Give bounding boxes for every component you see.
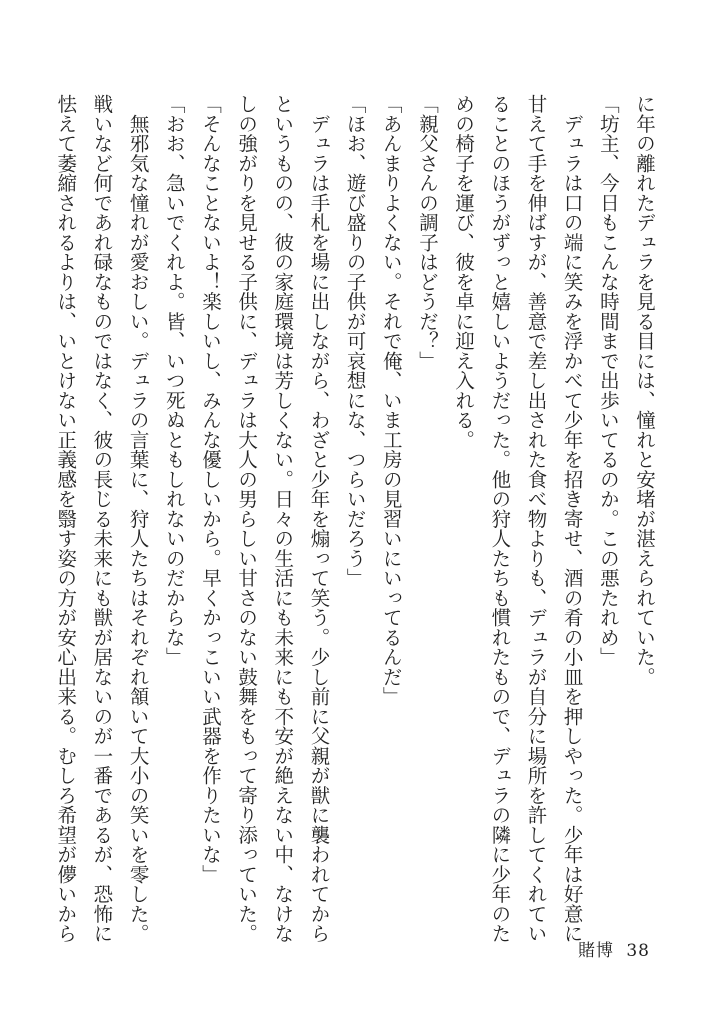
text-line: 「ほお、遊び盛りの子供が可哀想にな、つらいだろう」 bbox=[343, 94, 367, 588]
text-line: ることのほうがずっと嬉しいようだった。他の狩人たちも慣れたもので、デュラの隣に少年のた bbox=[488, 94, 512, 944]
text-line: 無邪気な憧れが愛おしい。デュラの言葉に、狩人たちはそれぞれ頷いて大小の笑いを零した。 bbox=[126, 94, 150, 944]
text-line: 怯えて萎縮されるよりは、いとけない正義感を翳す姿の方が安心出来る。むしろ希望が儚いから bbox=[54, 94, 78, 944]
text-line: 「坊主、今日もこんな時間まで出歩いてるのか。この悪たれめ」 bbox=[596, 94, 620, 667]
text-line: めの椅子を運び、彼を卓に迎え入れる。 bbox=[452, 94, 476, 450]
text-line: 戦いなど何であれ碌なものではなく、彼の長じる未来にも獣が居ないのが一番であるが、恐怖に bbox=[90, 94, 114, 944]
text-line: というものの、彼の家庭環境は芳しくない。日々の生活にも未来にも不安が絶えない中、なけな bbox=[271, 94, 295, 944]
text-line: 「おお、急いでくれよ。皆、いつ死ぬともしれないのだからな」 bbox=[162, 94, 186, 667]
text-line: に年の離れたデュラを見る目には、憧れと安堵が湛えられていた。 bbox=[633, 94, 656, 687]
page-footer bbox=[572, 936, 650, 961]
text-line: しの強がりを見せる子供に、デュラは大人の男らしい甘さのない鼓舞をもって寄り添っていた。 bbox=[235, 94, 259, 944]
text-line: デュラは手札を場に出しながら、わざと少年を煽って笑う。少し前に父親が獣に襲われてから bbox=[307, 94, 331, 944]
text-line: 「そんなことないよ！楽しいし、みんな優しいから。早くかっこいい武器を作りたいな」 bbox=[198, 94, 222, 884]
body-text bbox=[42, 94, 662, 944]
text-line: デュラは口の端に笑みを浮かべて少年を招き寄せ、酒の肴の小皿を押しやった。少年は好意に bbox=[560, 94, 584, 944]
text-line: 甘えて手を伸ばすが、善意で差し出された食べ物よりも、デュラが自分に場所を許してくれてい bbox=[524, 94, 548, 944]
footer-title: 賭博 bbox=[577, 941, 614, 961]
text-line: 「親父さんの調子はどうだ？」 bbox=[415, 94, 439, 371]
text-line: 「あんまりよくない。それで俺、いま工房の見習いにいってるんだ」 bbox=[379, 94, 403, 707]
page-number: 38 bbox=[626, 941, 650, 961]
